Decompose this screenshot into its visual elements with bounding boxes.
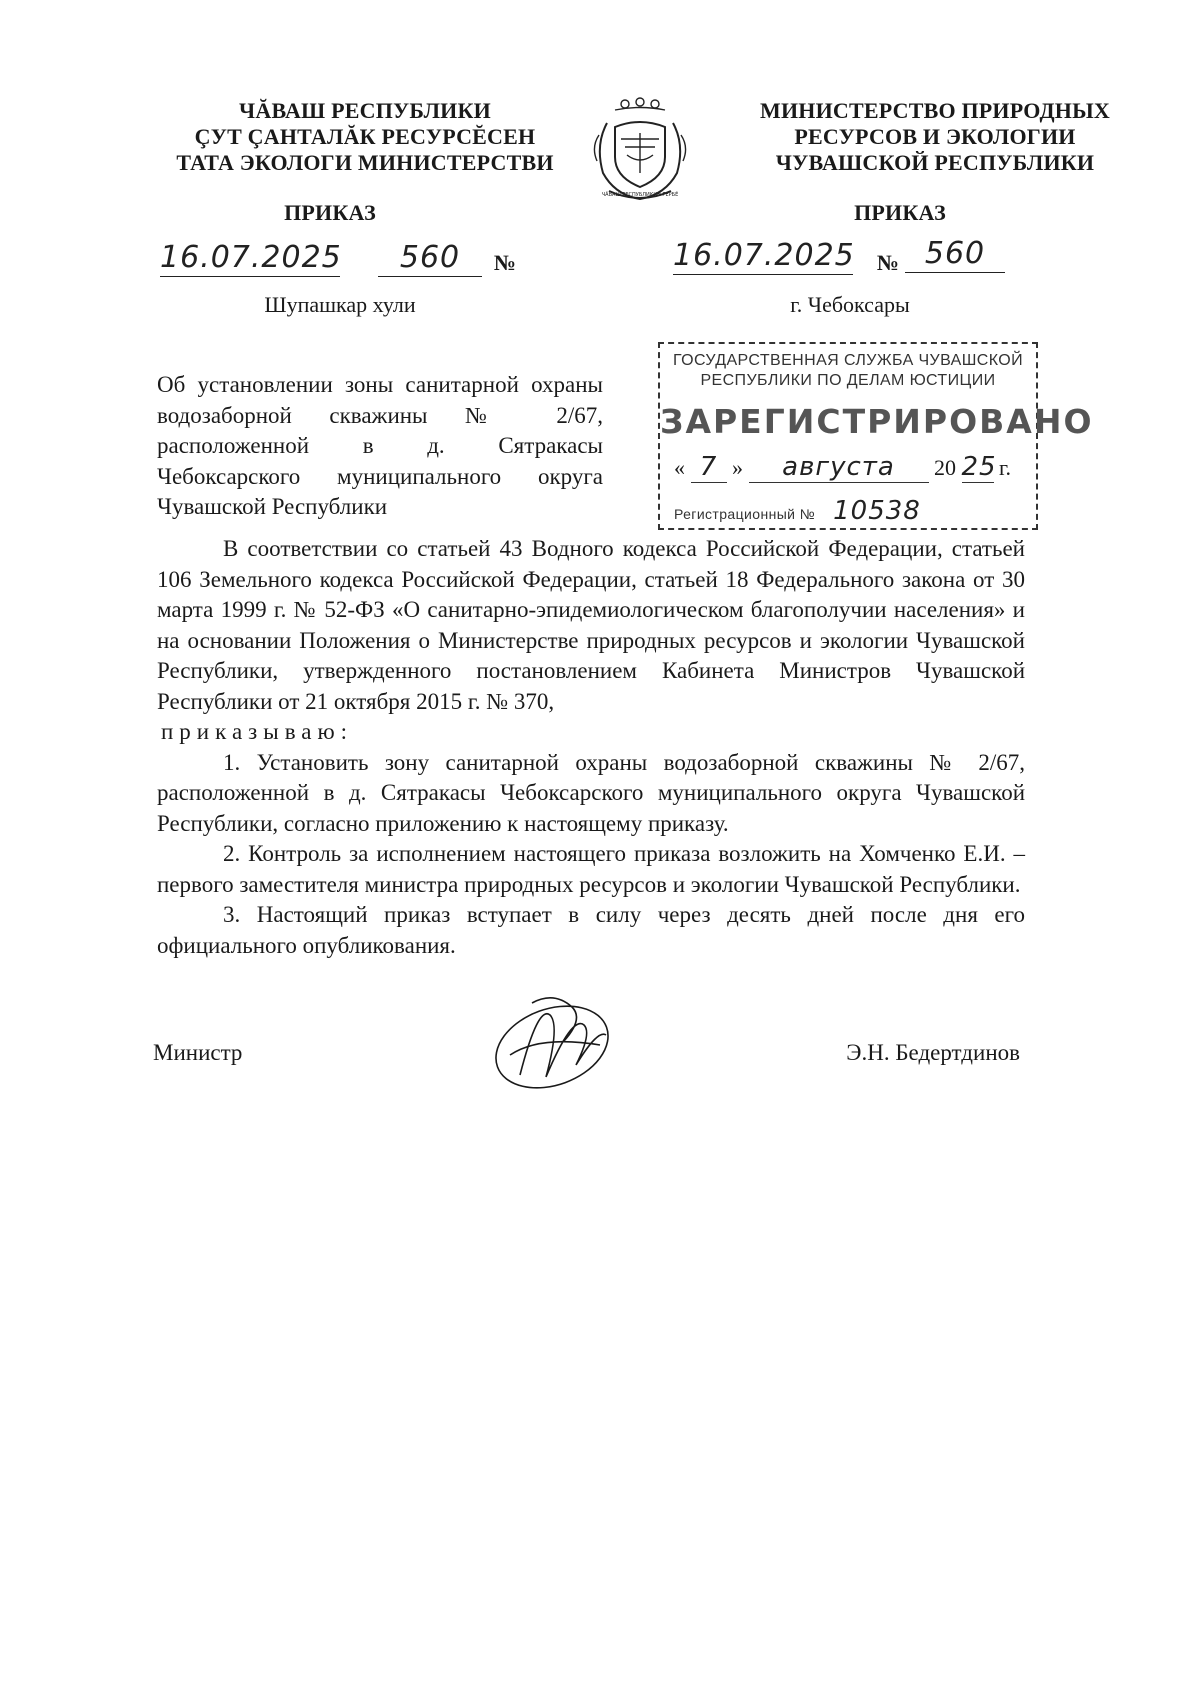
body-order-word: приказываю: (161, 719, 354, 744)
stamp-year-suffix: г. (999, 455, 1012, 480)
stamp-reg-number: 10538 (833, 496, 921, 526)
order-date-right: 16.07.2025 (673, 238, 855, 273)
stamp-open-quote: « (674, 455, 685, 480)
stamp-year: 25 (961, 452, 997, 482)
signatory-name: Э.Н. Бедертдинов (846, 1040, 1020, 1065)
number-sign-left: № (493, 250, 517, 275)
stamp-reg-label: Регистрационный № (674, 506, 816, 522)
stamp-close-quote: » (732, 455, 743, 480)
body-preamble: В соответствии со статьей 43 Водного кодекса Российской Федерации, статьей 106 Земельного кодекса Российской Федерации, статьей 18 Федерального закона от 30 марта 1999 г. № 52-ФЗ «О санитарно-эпидемиологическом благополучии населения» и на основании Положения о Министерстве природных ресурсов и экологии Чувашской Республики, утвержденного постановлением Кабинета Министров Чувашской Республики от 21 октября 2015 г. № 370, (157, 536, 1025, 714)
stamp-line-2: РЕСПУБЛИКИ ПО ДЕЛАМ ЮСТИЦИИ (700, 372, 996, 389)
document-body (157, 534, 1025, 961)
order-number-left: 560 (378, 240, 482, 277)
header-left-line: ТАТА ЭКОЛОГИ МИНИСТЕРСТВИ (176, 150, 554, 175)
stamp-day: 7 (691, 452, 727, 483)
order-date-left: 16.07.2025 (160, 240, 342, 275)
header-left-line: ÇУТ ÇАНТАЛĂК РЕСУРСĔСЕН (194, 124, 536, 149)
header-right-title (735, 98, 1135, 176)
body-item-1: 1. Установить зону санитарной охраны водозаборной скважины № 2/67, расположенной в д. Сятракасы Чебоксарского муниципального округа Чувашской Республики, согласно приложению к настоящему приказу. (157, 749, 1025, 836)
emblem-ribbon-text: ЧĂВАШ РЕСПУБЛИКИН ГЕРБĔ (601, 192, 679, 198)
order-word-left: ПРИКАЗ (284, 200, 376, 225)
header-right-line: МИНИСТЕРСТВО ПРИРОДНЫХ (759, 98, 1111, 123)
stamp-reg-row (674, 496, 1024, 524)
order-number-right: 560 (905, 236, 1005, 273)
stamp-month: августа (749, 452, 929, 483)
header-left-title (150, 98, 580, 176)
chuvash-coat-of-arms-icon (585, 95, 695, 205)
stamp-registered: ЗАРЕГИСТРИРОВАНО (660, 402, 1094, 441)
registration-stamp (658, 342, 1094, 530)
stamp-line-1: ГОСУДАРСТВЕННАЯ СЛУЖБА ЧУВАШСКОЙ (672, 352, 1024, 369)
city-right: г. Чебоксары (790, 292, 910, 317)
stamp-year-prefix: 20 (934, 455, 956, 480)
body-item-3: 3. Настоящий приказ вступает в силу через десять дней после дня его официального опубликования. (157, 902, 1025, 958)
order-word-right: ПРИКАЗ (854, 200, 946, 225)
document-title: Об установлении зоны санитарной охраны водозаборной скважины № 2/67, расположенной в д. Сятракасы Чебоксарского муниципального округа Чувашской Республики (157, 372, 603, 519)
header-left-line: ЧĂВАШ РЕСПУБЛИКИ (239, 98, 491, 123)
stamp-date-row (674, 452, 1024, 486)
signatory-position: Министр (153, 1040, 243, 1065)
handwritten-signature-icon (480, 985, 630, 1095)
body-item-2: 2. Контроль за исполнением настоящего приказа возложить на Хомченко Е.И. – первого заместителя министра природных ресурсов и экологии Чувашской Республики. (157, 841, 1025, 897)
header-right-line: ЧУВАШСКОЙ РЕСПУБЛИКИ (775, 150, 1095, 175)
number-sign-right: № (876, 250, 900, 275)
header-right-line: РЕСУРСОВ И ЭКОЛОГИИ (794, 124, 1076, 149)
city-left: Шупашкар хули (264, 292, 416, 317)
